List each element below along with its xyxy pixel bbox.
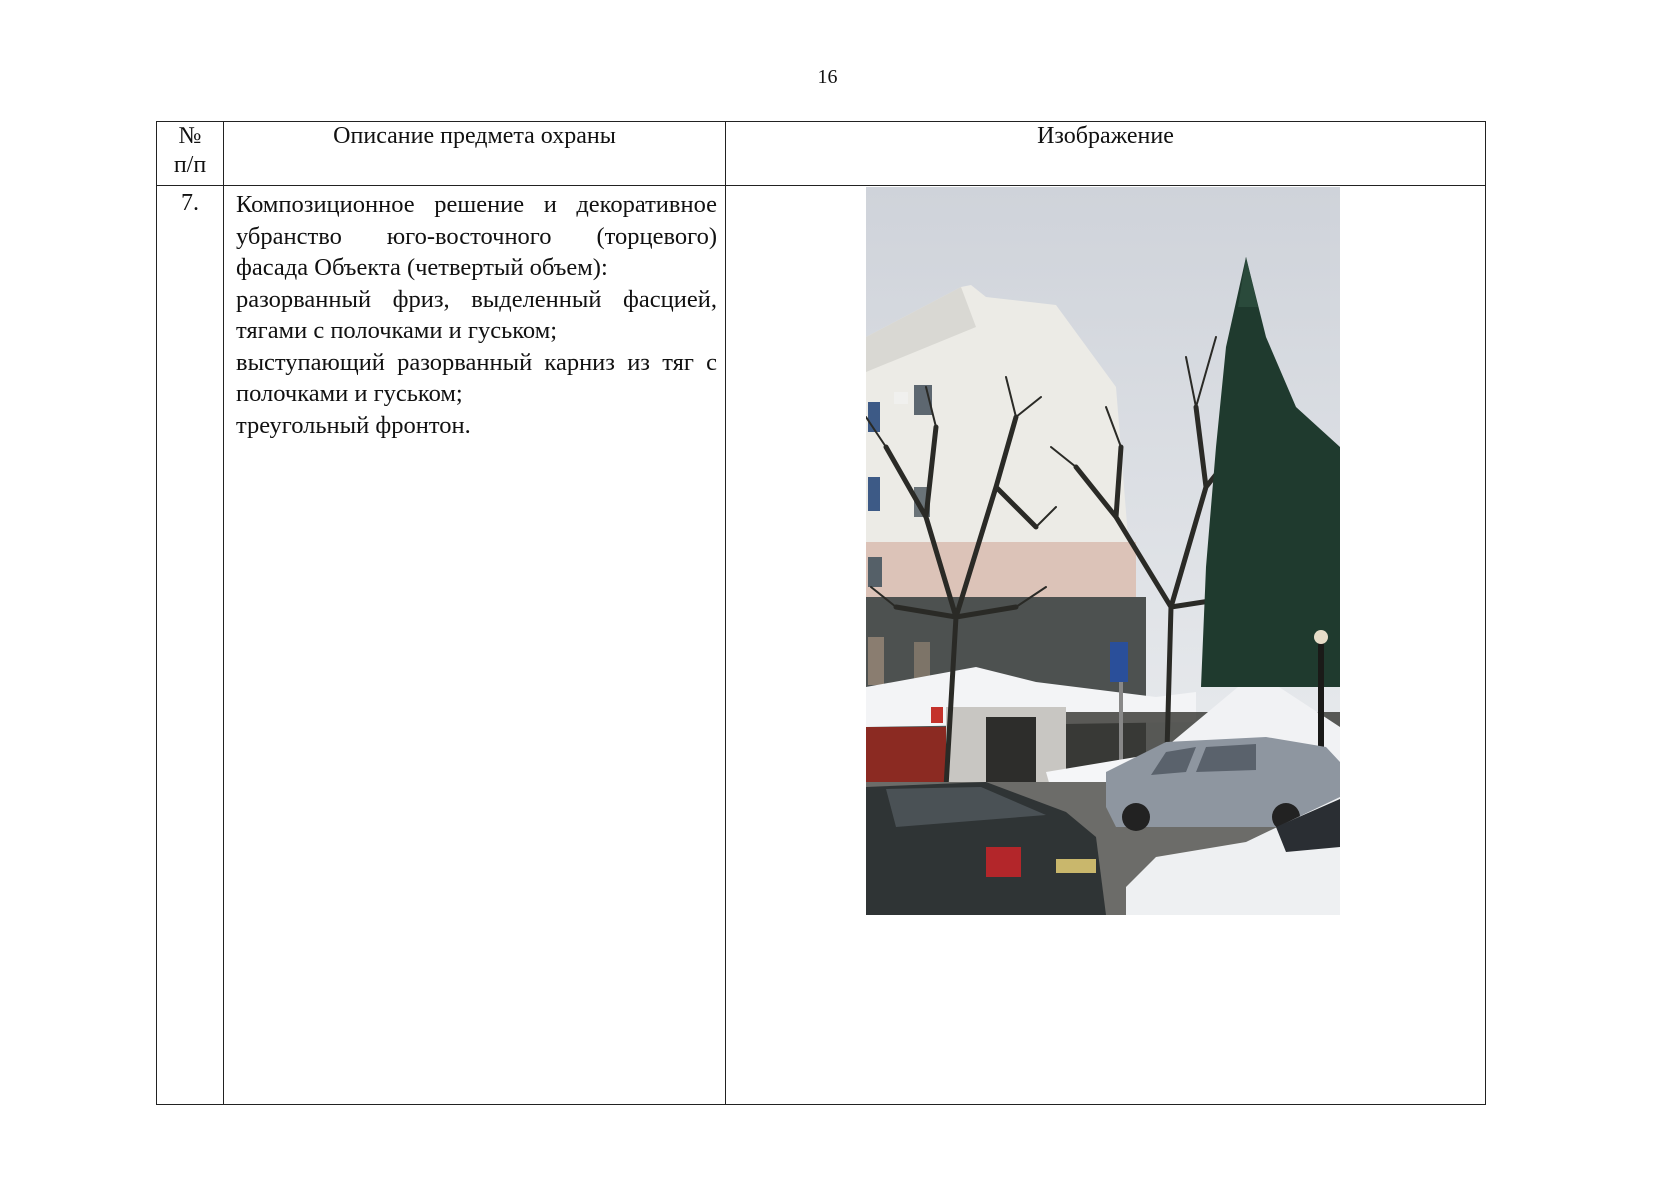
description-intro: Композиционное решение и декоративное убранство юго-восточного (торцевого) фасада Объекта (четвертый объем): [236, 191, 717, 281]
header-number-sign: № [178, 123, 202, 149]
description-item: разорванный фриз, выделенный фасцией, тягами с полочками и гуськом; [236, 285, 717, 344]
page-number: 16 [817, 66, 838, 88]
table-header-row [157, 122, 1486, 186]
row-image-cell [726, 186, 1486, 1105]
header-description: Описание предмета охраны [224, 122, 726, 186]
protection-subject-table [156, 121, 1486, 1105]
header-number [157, 122, 224, 186]
facade-photo-image [866, 187, 1340, 915]
table-row [157, 186, 1486, 1105]
description-item: треугольный фронтон. [236, 411, 471, 439]
row-description [224, 186, 726, 1105]
row-number: 7. [157, 186, 224, 1105]
header-number-sub: п/п [173, 152, 207, 178]
facade-photo [866, 187, 1340, 915]
description-item: выступающий разорванный карниз из тяг с полочками и гуськом; [236, 348, 717, 407]
header-image: Изображение [726, 122, 1486, 186]
